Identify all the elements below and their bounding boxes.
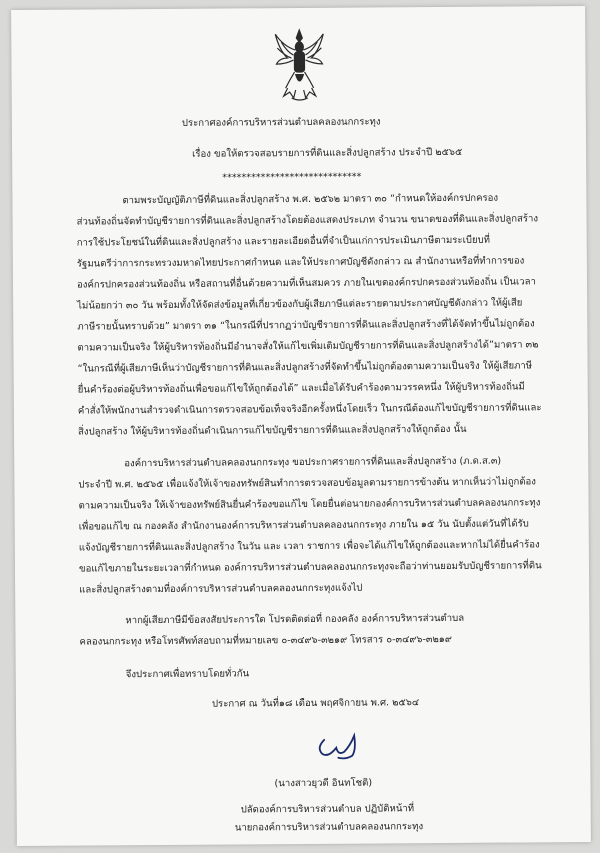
paragraph-1-line: “ในกรณีที่ผู้เสียภาษีเห็นว่าบัญชีรายการที่ดินและสิ่งปลูกสร้างที่จัดทำขึ้นไม่ถูกต้องตามความเป็นจริง ให้ผู้เสียภาษี [77,360,533,375]
paragraph-1-line: องค์กรปกครองส่วนท้องถิ่น หรือสถานที่อื่นด้วยความที่เห็นสมควร ภายในเขตองค์กรปกครองส่วนท้องถิ่น เป็นเวลา [76,276,536,291]
handwritten-signature [314,726,370,766]
paragraph-2-line: ขอแก้ไขภายในระยะเวลาที่กำหนด องค์การบริหารส่วนตำบลคลองนกกระทุงจะถือว่าท่านยอมรับบัญชีรายการที่ดิน [78,560,542,575]
paragraph-2-line: ประจำปี พ.ศ. ๒๕๖๕ เพื่อแจ้งให้เจ้าของทรัพย์สินทำการตรวจสอบข้อมูลตามรายการข้างต้น หากเห็นว่าไม่ถูกต้อง [78,476,537,491]
paragraph-1-line: ตามความเป็นจริง ให้ผู้บริหารท้องถิ่นมีอำนาจสั่งให้แก้ไขเพิ่มเติมบัญชีรายการที่ดินและสิ่งปลูกสร้างได้”มาตรา ๓๒ [77,339,539,354]
announcement-subject: เรื่อง ขอให้ตรวจสอบรายการที่ดินและสิ่งปลูกสร้าง ประจำปี ๒๕๖๕ [192,146,463,160]
paragraph-2-line: องค์การบริหารส่วนตำบลคลองนกกระทุง ขอประกาศรายการที่ดินและสิ่งปลูกสร้าง (ภ.ด.ส.๓) [124,455,502,470]
paragraph-2-line: เพื่อขอแก้ไข ณ กองคลัง สำนักงานองค์การบริหารส่วนตำบลคลองนกกระทุง ภายใน ๑๕ วัน นับตั้งแต่วันที่ได้รับ [78,518,529,533]
separator-stars: ***************************** [222,171,362,184]
paragraph-3-line: หากผู้เสียภาษีมีข้อสงสัยประการใด โปรดติดต่อที่ กองคลัง องค์การบริหารส่วนตำบล [125,612,465,627]
paragraph-1-line: ไม่น้อยกว่า ๓๐ วัน พร้อมทั้งให้จัดส่งข้อมูลที่เกี่ยวข้องกับผู้เสียภาษีแต่ละรายตามประกาศบัญชีดังกล่าว ให้ผู้เสีย [77,297,523,312]
paragraph-1-line: คำสั่งให้พนักงานสำรวจดำเนินการตรวจสอบข้อเท็จจริงอีกครั้งหนึ่งโดยเร็ว ในกรณีต้องแก้ไขบัญชีรายการที่ดินและ [77,402,542,417]
signatory-position-1: ปลัดองค์การบริหารส่วนตำบล ปฏิบัติหน้าที่ [240,803,415,816]
paragraph-3-line: คลองนกกระทุง หรือโทรศัพท์สอบถามที่หมายเลข ๐-๓๔๙๖-๓๒๑๙ โทรสาร ๐-๓๔๙๖-๓๒๑๙ [79,633,452,648]
paragraph-1-line: สิ่งปลูกสร้าง ให้ผู้บริหารท้องถิ่นดำเนินการแก้ไขบัญชีรายการที่ดินและสิ่งปลูกสร้างให้ถูกต้อง นั้น [77,423,467,438]
closing-statement: จึงประกาศเพื่อทราบโดยทั่วกัน [125,668,250,681]
paragraph-2-line: และสิ่งปลูกสร้างตามที่องค์การบริหารส่วนตำบลคลองนกกระทุงแจ้งไป [79,582,363,596]
garuda-emblem-icon [273,28,326,102]
paragraph-1-line: ยื่นคำร้องต่อผู้บริหารท้องถิ่นเพื่อขอแก้ไขให้ถูกต้องได้” และเมื่อได้รับคำร้องตามวรรคหนึ่ง ให้ผู้บริหารท้องถิ่นมี [77,381,525,396]
paragraph-1-line: การใช้ประโยชน์ในที่ดินและสิ่งปลูกสร้าง และรายละเอียดอื่นที่จำเป็นแก่การประเมินภาษีตามระเบียบที่ [76,234,491,249]
signatory-name: (นางสาวยุวดี อินทโชติ) [274,777,373,790]
announcement-org-title: ประกาศองค์การบริหารส่วนตำบลคลองนกกระทุง [181,116,381,129]
document-page [11,6,591,846]
paragraph-1-line: ส่วนท้องถิ่นจัดทำบัญชีรายการที่ดินและสิ่งปลูกสร้างโดยต้องแสดงประเภท จำนวน ขนาดของที่ดินและสิ่งปลูกสร้าง [76,213,539,228]
paragraph-1-line: รัฐมนตรีว่าการกระทรวงมหาดไทยประกาศกำหนด และให้ประกาศบัญชีดังกล่าว ณ สำนักงานหรือที่ทำการของ [76,255,525,270]
paragraph-1-line: ตามพระบัญญัติภาษีที่ดินและสิ่งปลูกสร้าง พ.ศ. ๒๕๖๒ มาตรา ๓๐ “กำหนดให้องค์กรปกครอง [122,192,499,207]
paragraph-2-line: แจ้งบัญชีรายการที่ดินและสิ่งปลูกสร้าง ในวัน และ เวลา ราชการ เพื่อจะได้แก้ไขให้ถูกต้องและหากไม่ได้ยื่นคำร้อง [78,539,540,554]
announcement-date: ประกาศ ณ วันที่๑๘ เดือน พฤศจิกายน พ.ศ. ๒๕๖๔ [211,697,420,710]
paragraph-2-line: ตามความเป็นจริง ให้เจ้าของทรัพย์สินยื่นคำร้องขอแก้ไข โดยยื่นต่อนายกองค์การบริหารส่วนตำบลคลองนกกระทุง [78,497,541,512]
paragraph-1-line: ภาษีรายนั้นทราบด้วย” มาตรา ๓๑ “ในกรณีที่ปรากฏว่าบัญชีรายการที่ดินและสิ่งปลูกสร้างที่ได้จัดทำขึ้นไม่ถูกต้อง [77,318,535,333]
signatory-position-2: นายกองค์การบริหารส่วนตำบลคลองนกกระทุง [234,821,424,834]
